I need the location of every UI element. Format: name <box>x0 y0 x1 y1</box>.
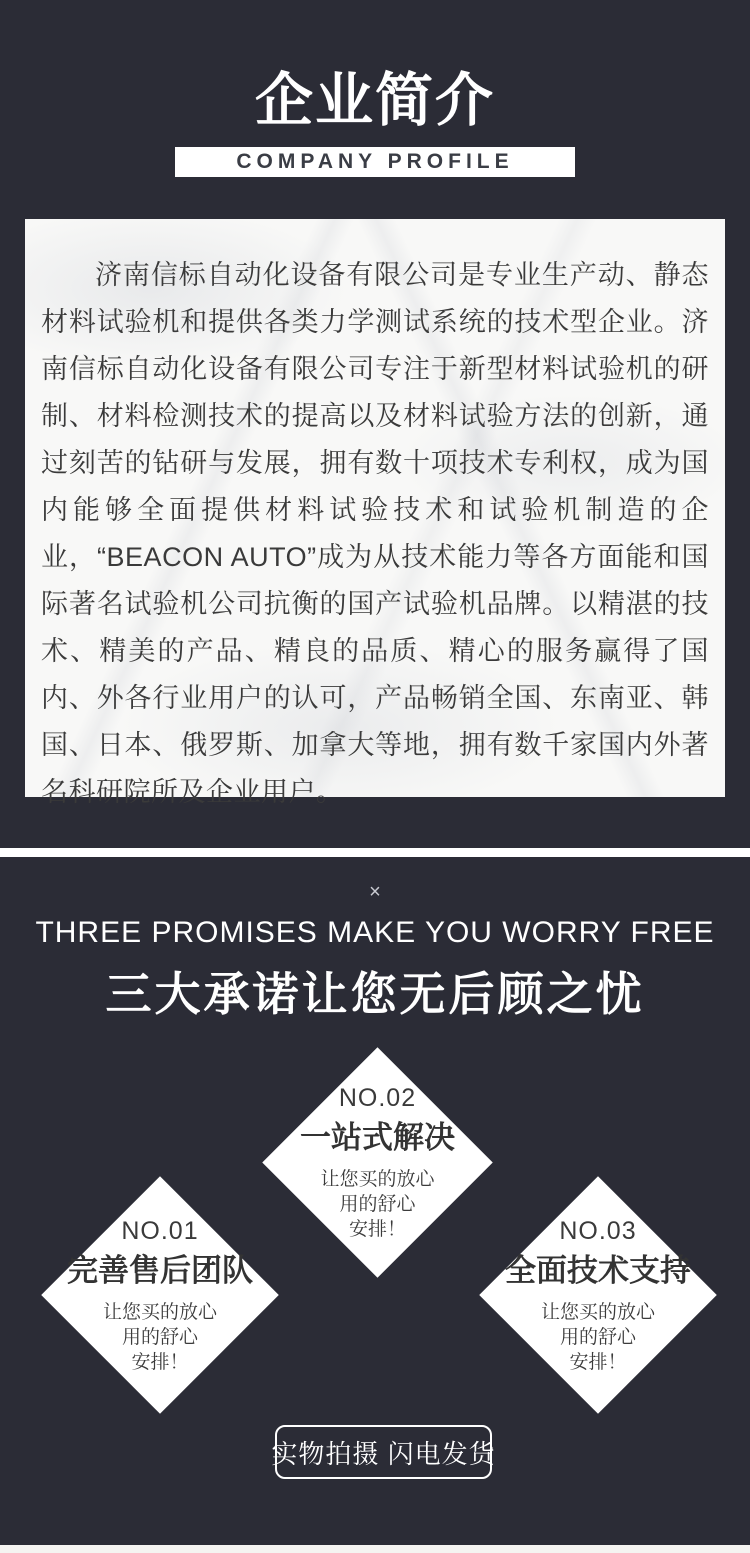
promise-diamond-1 <box>41 1176 279 1414</box>
x-divider-icon: × <box>369 881 381 903</box>
promise-description <box>541 1300 655 1375</box>
page-title: 企业简介 <box>254 68 495 133</box>
promise-diamonds <box>0 1020 750 1545</box>
promise-number: NO.03 <box>559 1216 637 1245</box>
promise-line: 用的舒心 <box>559 1326 636 1348</box>
promises-title-en: THREE PROMISES MAKE YOU WORRY FREE <box>35 916 715 949</box>
promise-diamond-2 <box>262 1047 493 1278</box>
promise-title: 一站式解决 <box>300 1120 455 1155</box>
promise-title: 完善售后团队 <box>67 1252 253 1288</box>
promise-description <box>320 1167 434 1242</box>
bottom-strip <box>0 1545 750 1553</box>
promise-diamond-2-content <box>296 1081 459 1244</box>
promise-line: 用的舒心 <box>121 1326 198 1348</box>
promise-description <box>103 1300 217 1375</box>
promise-line: 让您买的放心 <box>540 1301 655 1323</box>
promise-number: NO.02 <box>338 1084 417 1112</box>
promise-diamond-1-content <box>67 1211 253 1379</box>
promise-line: 让您买的放心 <box>320 1169 435 1190</box>
company-intro-box <box>25 219 725 807</box>
promise-diamond-3 <box>479 1176 717 1414</box>
promise-title: 全面技术支持 <box>505 1252 691 1288</box>
promise-line: 安排！ <box>348 1219 406 1240</box>
promise-diamond-3-content <box>505 1211 691 1379</box>
page-subtitle: COMPANY PROFILE <box>236 150 514 173</box>
promise-line: 安排！ <box>569 1351 627 1373</box>
promises-section <box>0 857 750 1553</box>
promise-line: 安排！ <box>131 1351 189 1373</box>
promise-line: 用的舒心 <box>339 1194 416 1215</box>
authenticity-badge: 实物拍摄 闪电发货 <box>275 1425 492 1479</box>
section-divider <box>0 848 750 857</box>
company-intro-paragraph: 济南信标自动化设备有限公司是专业生产动、静态材料试验机和提供各类力学测试系统的技术型企业。济南信标自动化设备有限公司专注于新型材料试验机的研制、材料检测技术的提高以及材料试验方法的创新，通过刻苦的钻研与发展，拥有数十项技术专利权，成为国内能够全面提供材料试验技术和试验机制造的企业，“BEACON AUTO”成为从技术能力等各方面能和国际著名试验机公司抗衡的国产试验机品牌。以精湛的技术、精美的产品、精良的品质、精心的服务赢得了国内、外各行业用户的认可，产品畅销全国、东南亚、韩国、日本、俄罗斯、加拿大等地，拥有数千家国内外著名科研院所及企业用户。 <box>41 260 709 807</box>
page-subtitle-bar <box>175 147 575 177</box>
promise-number: NO.01 <box>121 1216 199 1245</box>
promise-line: 让您买的放心 <box>102 1301 217 1323</box>
promises-title-cn: 三大承诺让您无后顾之忧 <box>105 968 645 1020</box>
